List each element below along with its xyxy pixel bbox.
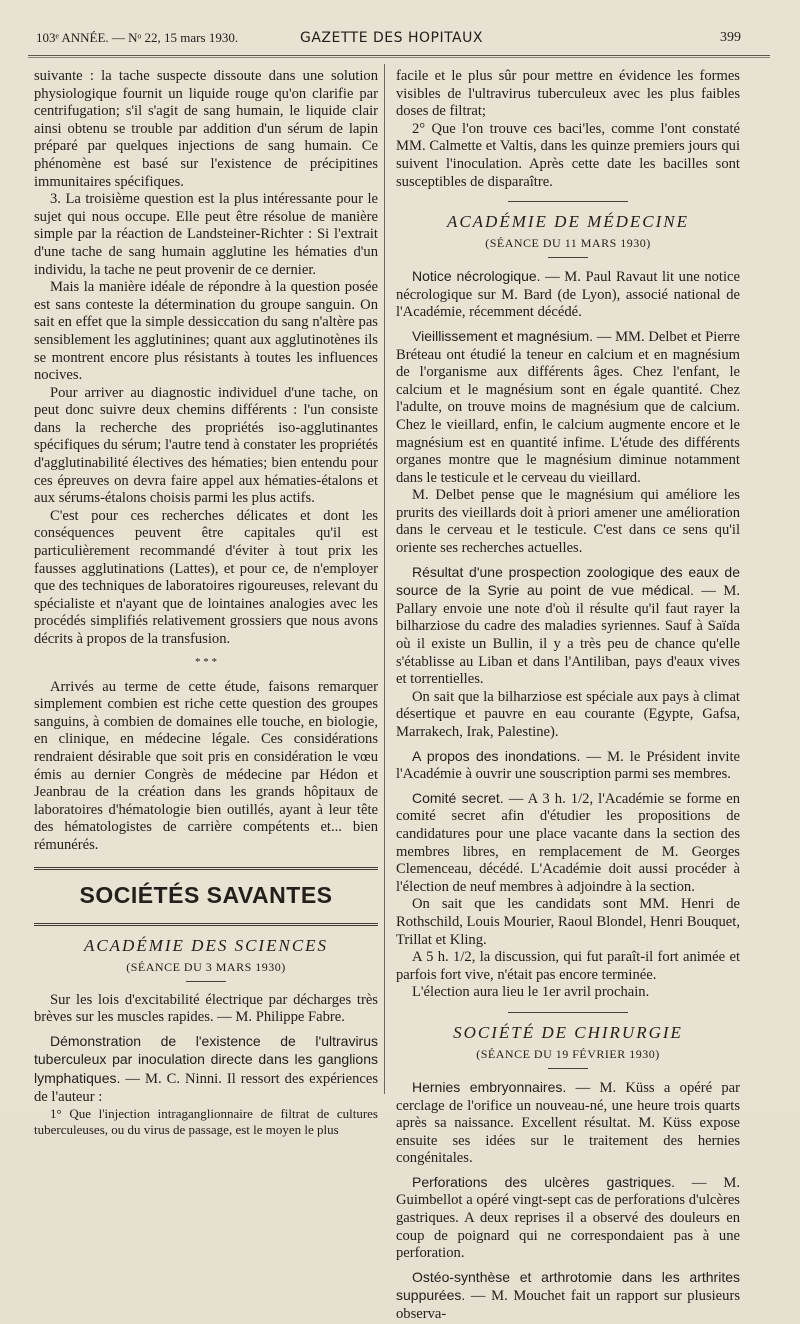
item-title: Hernies embryonnaires.	[412, 1078, 567, 1095]
item-paragraph	[396, 949, 740, 984]
sitting-date	[34, 960, 378, 975]
sitting-date-value: 3 MARS 1930)	[205, 959, 286, 974]
item-paragraph	[34, 1033, 378, 1106]
section-rule	[34, 923, 378, 926]
item-paragraph	[396, 896, 740, 949]
rule	[508, 1012, 628, 1013]
item-paragraph	[396, 487, 740, 557]
page-number: 399	[720, 30, 741, 45]
item-paragraph	[396, 984, 740, 1002]
journal-title: GAZETTE DES HOPITAUX	[300, 30, 483, 46]
section-title: SOCIÉTÉS SAVANTES	[79, 881, 333, 908]
item-paragraph	[396, 1174, 740, 1263]
item-title: Vieillissement et magnésium.	[412, 327, 594, 344]
item-title: Notice nécrologique.	[412, 268, 541, 285]
item-paragraph: Sur les lois d'excitabilité électrique par décharges très brèves sur les muscles rapides. — M. Philippe Fabre.	[34, 991, 378, 1026]
header-rule	[28, 55, 770, 56]
sitting-date-value: 11 MARS 1930)	[564, 236, 651, 251]
item-title: Ostéo-synthèse et arthrotomie dans les arthrites suppurées.	[396, 1268, 740, 1304]
paragraph: 3. La troisième question est la plus intéressante pour le sujet qui nous occupe. Elle peut être résolue de manière simple par la réaction de Landsteiner-Richter : Si l'extrait d'une tache de sang humain agglutine les hématies d'un individu, la tache ne peut provenir de ce dernier.	[34, 191, 378, 278]
item-title: Comité secret.	[412, 789, 504, 806]
society-title: SOCIÉTÉ DE CHIRURGIE	[453, 1022, 683, 1042]
item-text: — M. Guimbellot a opéré vingt-sept cas de perforations d'ulcères gastriques. A deux reprises il a observé des douleurs en coup de poignard qui ne correspondaient pas à une perforation.	[396, 1174, 741, 1262]
right-column	[396, 68, 740, 1324]
item-title: Résultat d'une prospection zoologique des eaux de source de la Syrie au point de vue médical.	[396, 563, 740, 599]
sitting-date	[396, 1047, 740, 1062]
item-text: On sait que la bilharziose est spéciale aux pays à climat désertique et pauvre en eau courante (Egypte, Gafsa, Marrakech, Irak, Palestine).	[396, 688, 740, 740]
section-stars: * * *	[195, 655, 217, 668]
item-text: — M. Pallary envoie une note d'où il résulte qu'il faut rayer la bilharziose du cadre des maladies syriennes. Sauf à Saïda où il existe un Bullin, il y a très peu de chance qu'elle s'établisse au Liban et dans l'Antiliban, pays d'eaux vives et torrentielles.	[396, 583, 740, 688]
item-text: — M. Mouchet fait un rapport sur plusieurs observa-	[396, 1288, 740, 1323]
sitting-label: (SÉANCE DU	[476, 1046, 553, 1061]
rule	[508, 201, 628, 202]
item-paragraph	[396, 689, 740, 742]
item-text: — M. Küss a opéré par cerclage de l'orifice un nouveau-né, une heure trois quarts après sa naissance. Excellent résultat. M. Küss expose ensuite ses idées sur le traitement des hernies congénitales.	[396, 1079, 741, 1167]
item-title: Démonstration de l'existence de l'ultravirus tuberculeux par inoculation directe dans les ganglions lymphatiques.	[34, 1032, 378, 1086]
paragraph: suivante : la tache suspecte dissoute dans une solution physiologique fournit un liquide rouge qu'on clarifie par centrifugation; s'il s'agit de sang humain, le liquide clair ainsi obtenu se trouble par addition d'un sérum de lapin préparé par quelques injections de sang humain. Ce phénomène est basé sur l'existence de précipitines immunitaires spécifiques.	[34, 68, 378, 190]
item-text: — M. C. Ninni. Il ressort des expériences de l'auteur :	[34, 1070, 378, 1105]
sitting-date	[396, 236, 740, 251]
item-text: — M. le Président invite l'Académie à ouvrir une souscription parmi ses membres.	[396, 748, 740, 783]
academy-title: ACADÉMIE DES SCIENCES	[83, 935, 329, 955]
item-text: — M. Paul Ravaut lit une notice nécrologique sur M. Bard (de Lyon), associé national de l'Académie, récemment décédé.	[396, 269, 740, 321]
item-paragraph	[396, 1269, 740, 1324]
paragraph: C'est pour ces recherches délicates et dont les conséquences peuvent être capitales qu'il est particulièrement recommandé d'éviter à tout prix les fausses agglutinations (Lattes), et pour ce, de n'employer que des techniques de laboratoires rigoureuses, relevant du spécialiste et n'ayant que de lointaines analogies avec les procédés simplifiés relativement grossiers que nous avons décrits à propos de la transfusion.	[34, 507, 378, 647]
item-text: — MM. Delbet et Pierre Bréteau ont étudié la teneur en calcium et en magnésium de l'organisme aux différents âges. Chez l'enfant, le calcium et le magnésium sont en égale quantité. Chez l'adulte, on trouve moins de magnésium que de calcium. Chez le vieillard, enfin, le calcium augmente encore et le magnésium est en quantité infime. L'étude des différents organes montre que le magnésium diminue notamment dans le testicule et le cerveau du vieillard.	[396, 328, 741, 486]
sitting-label: (SÉANCE DU	[485, 236, 562, 251]
item-text: A 5 h. 1/2, la discussion, qui fut paraît-il fort animée et parfois fort vive, n'était pas encore terminée.	[396, 949, 740, 983]
academy-title: ACADÉMIE DE MÉDECINE	[446, 212, 690, 232]
item-text: M. Delbet pense que le magnésium qui améliore les prurits des vieillards doit à priori amener une amélioration dans le cerveau et le testicule. C'est dans ce sens qu'il oriente ses recherches actuelles.	[396, 487, 740, 557]
item-paragraph	[396, 748, 740, 784]
item-title: A propos des inondations.	[412, 747, 581, 764]
column-divider	[384, 64, 385, 1094]
paragraph: Mais la manière idéale de répondre à la question posée est sans conteste la détermination du groupe sanguin. On sait en effet que la simple dessiccation du sang n'altère pas sensiblement les agglutinines; quant aux agglutinotènes ils se montrent encore plus résistants à toutes les influences nocives.	[34, 279, 378, 384]
rule	[548, 257, 588, 258]
section-rule	[34, 867, 378, 870]
paragraph: facile et le plus sûr pour mettre en évidence les formes visibles de l'ultravirus tuberculeux avec les plus faibles doses de filtrat;	[396, 68, 740, 120]
item-paragraph	[396, 564, 740, 689]
item-paragraph	[396, 268, 740, 322]
item-paragraph: 1° Que l'injection intraganglionnaire de filtrat de cultures tuberculeuses, ou du virus de passage, est le moyen le plus	[34, 1106, 378, 1138]
left-column	[34, 68, 378, 1138]
sitting-date-value: 19 FÉVRIER 1930)	[555, 1046, 660, 1061]
item-paragraph	[396, 790, 740, 897]
issue-line: 103ᵉ ANNÉE. — Nᵒ 22, 15 mars 1930.	[36, 30, 239, 45]
item-text: On sait que les candidats sont MM. Henri de Rothschild, Louis Mourier, Raoul Blondel, Henri Bouquet, Trillat et Kling.	[396, 896, 740, 948]
item-paragraph	[396, 328, 740, 487]
paragraph: Pour arriver au diagnostic individuel d'une tache, on peut donc suivre deux chemins différents : l'un consiste dans la recherche des propriétés iso-agglutinantes spécifiques du sérum; l'autre tend à constater les propriétés d'agglutinabilité électives des hématies; bien entendu pour ces épreuves on devra faire appel aux hématies-étalons et aux sérums-étalons choisis parmi les plus actifs.	[34, 384, 378, 507]
rule	[548, 1068, 588, 1069]
paragraph: 2° Que l'on trouve ces baci'les, comme l'ont constaté MM. Calmette et Valtis, dans les quinze premiers jours qui suivent l'inoculation. Après cette date les bacilles sont susceptibles de disparaître.	[396, 120, 740, 190]
item-text: L'élection aura lieu le 1er avril prochain.	[412, 984, 650, 1001]
sitting-label: (SÉANCE DU	[126, 959, 203, 974]
item-paragraph	[396, 1079, 740, 1168]
rule	[186, 981, 226, 982]
conclusion-paragraph: Arrivés au terme de cette étude, faisons remarquer simplement combien est riche cette question des groupes sanguins, à combien de domaines elle touche, en biologie, en clinique, en médecine légale. Ces considérations rendraient désirable que soit pris en considération le vœu émis au dernier Congrès de médecine par Hédon et Jeanbrau de la création dans les grands hôpitaux de laboratoires d'hématologie bien outillés, ayant à leur tête des hématologistes de carrière compétents et... bien rémunérés.	[34, 678, 378, 853]
header-rule-secondary	[28, 57, 770, 58]
item-title: Perforations des ulcères gastriques.	[412, 1173, 676, 1190]
item-text: — A 3 h. 1/2, l'Académie se forme en comité secret afin d'étudier les propositions de candidatures pour une place vacante dans la section des membres libres, en remplacement de M. Georges Clemenceau, décédé. L'Académie doit aussi procéder à l'élection de neuf membres à adjoindre à la section.	[396, 790, 740, 895]
